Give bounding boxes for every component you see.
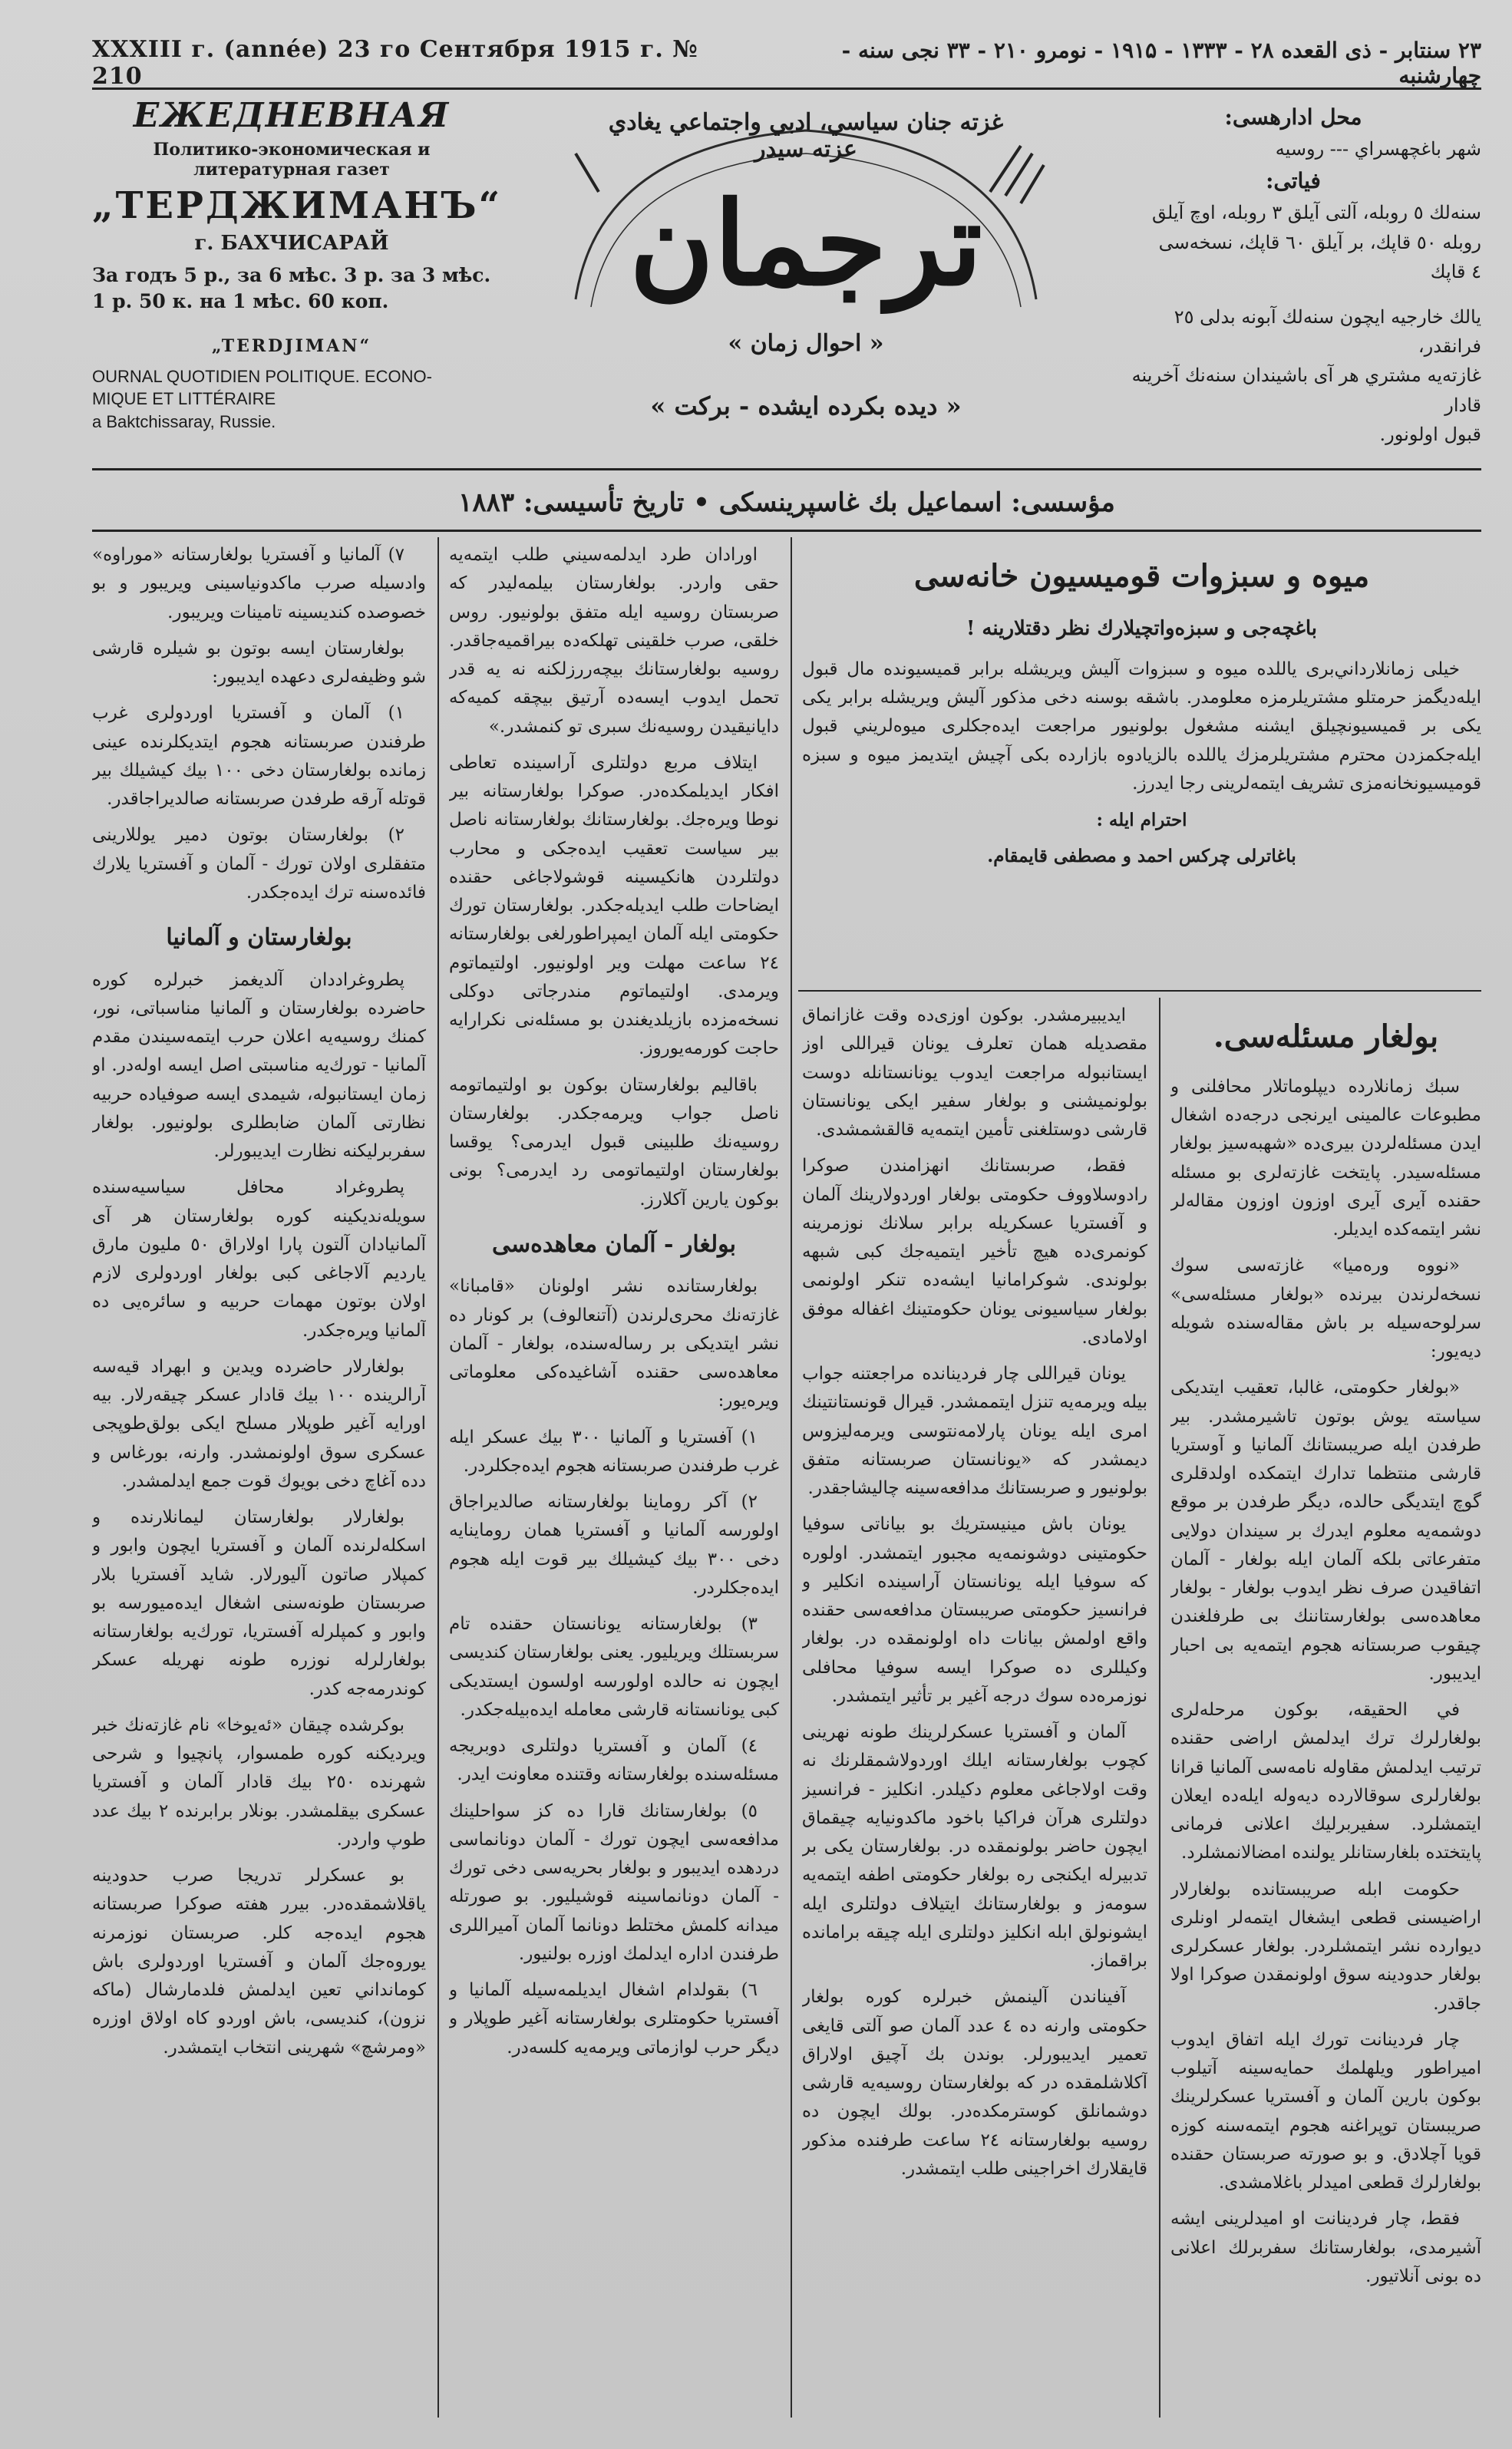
paragraph: في الحقيقه، بوكون مرحله‌لرى بولغارلرك ترك ايدلمش اراضى حقنده ترتيب ايدلمش مقاوله نامه‌سى آلمانيا قرانا بولغارلرى سوقالارده ديه‌وله ايله‌ده ايعلان ايتمشلرد. سفيربرليك اعلانى فرمانى پايتختده بلغارستانلر يولنده امضالانمشلرد. bbox=[1170, 1700, 1481, 1863]
office-address: شهر باغچهسراي --- روسيه bbox=[1275, 138, 1481, 160]
headline-commission: ميوه و سبزوات قوميسيون خانه‌سى bbox=[913, 558, 1370, 594]
column-divider bbox=[1159, 998, 1160, 2418]
section-rule bbox=[798, 990, 1481, 992]
foreign-subscription: يالك خارجيه ايچون سنه‌لك آبونه بدلى ٢٥ فرانقدر، غازته‌يه مشتري هر آى باشيندان سنه‌نك آخرينه قادار قبول اولونور. bbox=[1131, 305, 1481, 446]
paragraph: يونان قيراللى چار فردينانده مراجعتنه جواب بيله ويرمه‌يه تنزل ايتممشدر. قيرال قونستانتينك امرى ايله يونان پارلامه‌نتوسى ويرمه‌ليزوس ديمشدر كه «يونانستان صربستانه متفق بولونيور و صربستانك مدافعه‌سينه چاليشاجقدر. bbox=[802, 1364, 1147, 1498]
paragraph: ايديبيرمشدر. بوكون اوزى‌ده وقت غازانماق مقصديله همان تعلرف يونان قيراللى اوز ايستانبوله مراجعت ايدوب يونانستانله دوست بولونميشنى و بولغار سفير ايكى يونانستان قارشى دوستلغنى تأمين ايتمه‌يه قالقشمشدى. bbox=[802, 1005, 1147, 1140]
office-label: محل ادارهسی: bbox=[1224, 104, 1362, 130]
masthead-logo: ترجمان bbox=[629, 177, 982, 312]
paragraph: آلمان و آفستريا عسكرلرينك طونه نهرينى كچوب بولغارستانه ايلك اوردولاشمقلرنك نه وقت اولاجاغى معلوم دكيلدر. انكليز - فرانسيز دولتلرى هرآن فراكيا باخود ماكدونيايه چيقماق ايچون حاضر بولونمقده در. بولغارستان يكى بر تدبيرله ايكنجى ره بولغار حكومتى اطفه ايتمه‌يه سومه‌ز و بولغارستانك ايتيلاف دولتلرى ايله ايشونولق ابله انكليز دولتلرى ايله چيقه برامانده براقماز. bbox=[802, 1722, 1147, 1971]
paragraph: يونان باش مينيستريك بو بياناتى سوفيا حكومتينى دوشونمه‌يه مجبور ايتمشدر. اولوره كه سوفيا ايله يونانستان آراسينده انكلير و فرانسيز حكومتى صريبستان مدافعه‌سى حقنده واقع اولمش بيانات داه اولونمقده در. بولغار وكيللرى ده صوكرا ايسه سوفيا محافلى نوزمره‌ده سوك درجه آغير بر تأثير ايتمشدر. bbox=[802, 1514, 1147, 1706]
headline-bulgaria-germany: بولغارستان و آلمانيا bbox=[166, 924, 352, 951]
masthead-french: OURNAL QUOTIDIEN POLITIQUE. ECONO- MIQUE ET LITTÉRAIRE a Baktchissaray, Russie. bbox=[92, 366, 432, 431]
paragraph: ٣) بولغارستانه يونانستان حقنده تام سربستلك ويريليور. يعنى بولغارستان كنديسى ايچون نه حالده اولورسه اولسون ايستديكى كبى يونانستانه قارشى معامله ايده‌بيله‌جكدر. bbox=[449, 1614, 779, 1720]
paragraph: خيلى زمانلارداني‌برى ياللده ميوه و سبزوات آليش ويريشله برابر قميسيونده مال قبول ايله‌ديگمز حرمتلو مشتريلرمزه معلومدر. باشقه بوسنه دخى مذكور آليش ويريشله برابر يكى يكى بر قميسيونچيلق ايشنه مشغول بولونيور مراجعت ايده‌جكلرى ميوه‌لريني قبول ايله‌جكمزدن محترم مشتريلرمزك ياللده بالزيادوه بازارده بكى آچيش ايتديمز ميوه و سبزه قوميسيونخانه‌مزى تشريف ايتمه‌لرينى رجا ايدرز. bbox=[802, 658, 1481, 794]
paragraph: پطروغراد محافل سياسيه‌سنده سويله‌نديكينه كوره بولغارستان هر آى آلمانيادان آلتون پارا اولاراق ٥٠ مليون مارق يارديم آلاجاغى كبى بولغار اوردولرى لازم اولان بوتون مهمات حربيه و سائره‌يى ده آلمانيا ويره‌جكدر. bbox=[92, 1177, 426, 1341]
masthead-left bbox=[92, 96, 503, 434]
paragraph: بو عسكرلر تدريجا صرب حدودينه ياقلاشمقده‌در. بيرر هفته صوكرا صربستانه هجوم ايده‌جه كلر. صربستان نوزمرنه يوروه‌جك آلمان و آفستريا اوردولرى باش كومانداني تعين ايدلمش فلدمارشال (ماكه نزون)، كنديسى، باش اوردو كاه اولاق اوزره «ومرشچ» شهرينى انتخاب ايتمشدر. bbox=[92, 1866, 426, 2058]
masthead-price: За годъ 5 р., за 6 мѣс. 3 р. за 3 мѣс. 1 р. 50 к. на 1 мѣс. 60 коп. bbox=[92, 264, 491, 312]
paragraph: ايتلاف مربع دولتلرى آراسينده تعاطى افكار ايديلمكده‌در. صوكرا بولغارستانه بير نوطا ويره‌جك. بولغارستانك بولغارستانه ناصل بير سياست تعقيب ايده‌جكى و محارب دولتلردن هانكيسينه قوشولاجاغى حقنده ايضاحات طلب ايديله‌جكدر. بولغارستان تورك حكومتى ايله آلمان ايمپراطورلغى بولغارستانه ٢٤ ساعت مهلت وير اولونيور. اولتيماتوم ويرمدى. اولتيماتوم مندرجاتى دوكلى نسخه‌مزده بازيلديغندن بو مسئله‌نى نكرارايه حاجت كورمه‌يوروز. bbox=[449, 752, 779, 1059]
paragraph: ١) آفستريا و آلمانيا ٣٠٠ بيك عسكر ايله غرب طرفندن صربستانه هجوم ايده‌جكلردر. bbox=[449, 1427, 779, 1476]
article-commission-house bbox=[802, 541, 1481, 971]
subhead-commission: باغچه‌جى و سبزه‌واتچيلارك نظر دقتلارينه ! bbox=[966, 616, 1318, 640]
masthead-center bbox=[530, 100, 1082, 460]
paragraph: «نووه وره‌ميا» غازته‌سى سوك نسخه‌لرندن بيرنده «بولغار مسئله‌سى» سرلوحه‌سيله بر باش مقاله‌سنده شويله ديه‌يور: bbox=[1170, 1256, 1481, 1362]
headline-bulgarian-question: بولغار مسئله‌سى. bbox=[1213, 1018, 1439, 1055]
masthead-rule-top bbox=[92, 468, 1481, 470]
masthead-banner: غزته جنان سياسي، ادبي واجتماعي يغادي عزته سيدر bbox=[608, 109, 1004, 163]
dateline-russian: XXXIII г. (année) 23 го Сентября 1915 г. № 210 bbox=[92, 36, 698, 90]
paragraph: ٢) آكر روماينا بولغارستانه صالديراجاق اولورسه آلمانيا و آفستريا همان روماينا‌يه دخى ٣٠٠ بيك كيشيلك بير قوت ايله هجوم ايده‌جكلردر. bbox=[449, 1492, 779, 1598]
paragraph: پطروغراددان آلديغمز خبرلره كوره حاضرده بولغارستان و آلمانيا مناسباتى، نور، كمنك روسيه‌يه اعلان حرب ايتمه‌سيندن مقدم آلمانيا - تورك‌يه مناسبتى اصل ايسه اوله‌در. او زمان ايستانبوله، شيمدى ايسه صوفياده حربيه نظارتى آلمان ضابطلرى بولونيور. بولغار سفربرليكنه نظارت ايديبورلر. bbox=[92, 969, 426, 1162]
paragraph: ٢) بولغارستان بوتون دمير يوللارينى متفقلرى اولان تورك - آلمان و آفستريا يلارك فائده‌سنه ترك ايده‌جكدر. bbox=[92, 825, 426, 903]
article-bulgarian-question bbox=[1170, 1002, 1481, 2414]
paragraph: آفيناندن آلينمش خبرلره كوره بولغار حكومتى وارنه ده ٤ عدد آلمان صو آلتى قايغى تعمير ايديبورلر. بوندن بك آچيق اولاراق آكلاشلمقده در كه بولغارستان روسيه‌يه قارشى دوشمانلق كوسترمكده‌در. بولك ايچون ده روسيه بولغارستانه ٢٤ ساعت طرفنده مذكور قايقلارك اخراجينى طلب ايتمشدر. bbox=[802, 1987, 1147, 2179]
paragraph: ٦) بقولدام اشغال ايديلمه‌سيله آلمانيا و آفستريا حكومتلرى بولغارستانه آغير طوپلار و ديگر حرب لوازماتى ويرمه‌يه كلسه‌در. bbox=[449, 1980, 779, 2058]
paragraph: بولغارلار حاضرده ويدين و ابهراد قيه‌سه آرالرينده ١٠٠ بيك قادار عسكر چيقه‌رلار. بيه اورايه آغير طوپلار مسلح ايكى بولق‌طوپجى عسكرى سوق اولونمشدر. وارنه، بورغاس و دده آغاچ دخى بويوك قوت جمع ايدلمشدر. bbox=[92, 1356, 426, 1491]
price-text: سنه‌لك ٥ روبله، آلتى آيلق ٣ روبله، اوچ آيلق روبله ٥٠ قاپك، بر آيلق ٦٠ قاپك، نسخه‌سى ٤ قاپك bbox=[1151, 202, 1481, 283]
masthead-latin-name: „TERDJIMAN“ bbox=[211, 335, 372, 356]
paragraph: سبك زمانلارده ديپلوماتلار محافلنى و مطبوعات عالمينى ايرنجى درجه‌ده اشغال ايدن مسئله‌لردن بيرى‌ده «شهبه‌سيز بولغار مسئله‌سيدر. پايتخت غازته‌لرى بو مسئله حقنده آيرى آيرى اوزون اوزون مقاله‌لر نشر ايتمه‌كده ايديلر. bbox=[1170, 1076, 1481, 1240]
masthead-paper-name: „ТЕРДЖИМАНЪ“ bbox=[92, 184, 503, 227]
founder-line: مؤسسى: اسماعيل بك غاسپرينسكى • تاريخ تأسيسى: ١٨٨٣ bbox=[458, 487, 1115, 518]
headline-treaty: بولغار - آلمان معاهده‌سى bbox=[492, 1230, 736, 1258]
column-divider bbox=[791, 537, 792, 2418]
price-label: فياتى: bbox=[1266, 168, 1321, 194]
masthead-motto: « ديده بكرده ايشده - بركت » bbox=[650, 391, 962, 421]
paragraph: بولغارستان ايسه بوتون بو شيلره قارشى شو وظيفه‌لرى دعهده ايديبور: bbox=[92, 638, 426, 687]
masthead-subtitle: Политико-экономическая и литературная газет bbox=[153, 140, 431, 180]
paragraph: فقط، چار فردينانت او اميدلرينى ايشه آشيرمدى، بولغارستانك سفربرلك اعلانى ده بونى آنلاتيور. bbox=[1170, 2209, 1481, 2286]
signature: باغاترلى چركس احمد و مصطفى قايمقام. bbox=[987, 846, 1296, 867]
paragraph: باقاليم بولغارستان بوكون بو اولتيماتومه ناصل جواب ويرمه‌جكدر. بولغارستان روسيه‌نك طلبينى قبول ايدرمى؟ يوقسا بولغارستان اولتيماتومى رد ايدرمى؟ بونى بوكون يارين آكلارز. bbox=[449, 1074, 779, 1210]
article-bulgaria-germany bbox=[92, 541, 426, 2414]
dateline-ottoman: ۲۳ سنتابر - ذی القعده ۲۸ - ۱۳۳۳ - ۱۹۱۵ - نومرو ۲۱۰ - ۳۳ نجی سنه - چهارشنبه bbox=[841, 38, 1481, 88]
masthead-rule-bottom bbox=[92, 530, 1481, 532]
masthead-title: ЕЖЕДНЕВНАЯ bbox=[133, 96, 451, 135]
paragraph: فقط، صربستانك انهزامندن صوكرا رادوسلاووف حكومتى بولغار اوردولارينك آلمان و آفستريا عسكريله برابر سلانك نوزمرينه كونمرى‌ده هيچ تأخير ايتميه‌جك كبى شبهه بولوندى. شوكرامانيا ايشه‌ده تنكر اولونمى بولغار سياسيونى يونان حكومتينك اغفاله موفق اولامادى. bbox=[802, 1156, 1147, 1348]
dateline bbox=[92, 36, 1481, 90]
paragraph: اورادان طرد ايدلمه‌سيني طلب ايتمه‌يه حقى واردر. بولغارستان بيلمه‌ليدر كه صربستان روسيه ايله متفق بولونيور. روس خلقى، صرب خلقينى تهلكه‌ده بيراقميه‌جاقدر. روسيه بولغارستانك بيچه‌ررزلكنه نه يه قدر تحمل ايدوب ايسه‌ده آرتيق بيچقه كميه‌كه دايانيقيدن روسيه‌نك سبرى تو كنمشدر.» bbox=[449, 545, 779, 737]
paragraph: چار فردينانت تورك ايله اتفاق ايدوب اميراطور ويلهلمك حمايه‌سينه آتيلوب بوكون بارين آلمان و آفستريا عسكرلرينك صريبستان توپراغنه هجوم ايتمه‌سنه كوزه قويا آچلادق. و بو صورته صربستان حقنده بولغارلرك قطعى اميدلر باغلامشدى. bbox=[1170, 2029, 1481, 2193]
paragraph: حكومت ابله صريبستانده بولغارلار اراضيسنى قطعى ايشغال ايتمه‌لر اونلرى ديوارده نشر ايتمشلردر. بولغار عسكرلرى بولغار حدودينه سوق اولونمقدن صوكرا اولا جاقدر. bbox=[1170, 1879, 1481, 2014]
paragraph: ٥) بولغارستانك قارا ده كز سواحلينك مدافعه‌سى ايچون تورك - آلمان دونانماسى دردهده ايديبور و بولغار بحريه‌سى دخى تورك - آلمان دونانماسينه قوشيليور. بو صورتله ميدانه كلمش مختلط دونانما آلمان آميراللرى طرفندن اداره ايدلمك اوزره بولنيور. bbox=[449, 1800, 779, 1964]
masthead-city: г. БАХЧИСАРАЙ bbox=[194, 232, 389, 255]
article-bulgarian-german-treaty bbox=[449, 541, 779, 2414]
paragraph: ١) آلمان و آفستريا اوردولرى غرب طرفندن صربستانه هجوم ايتديكلرنده عينى زمانده بولغارستان دخى ١٠٠ بيك كيشيلك بير قوتله آرقه طرفدن صربستانه صالديراجاقدر. bbox=[92, 703, 426, 809]
paragraph: بولغارستانده نشر اولونان «قامبانا» غازته‌نك محرى‌لرندن (آتنعالوف) بر كونار ده نشر ايتديكى بر رساله‌سنده، بولغار - آلمان معاهده‌سى حقنده آشاغيده‌كى معلوماتى ويره‌يور: bbox=[449, 1276, 779, 1411]
article-bulgarian-question-cont bbox=[802, 1002, 1147, 2414]
dateline-rule bbox=[92, 87, 1481, 90]
paragraph: «بولغار حكومتى، غالبا، تعقيب ايتديكى سياسته يوش بوتون تاشيرمشدر. بير طرفدن ايله صريبستانك آلمانيا و آوستريا قارشى منتظما تدارك ايتمكده اولدقلرى گوچ ايتديگى حالده، ديگر طرفدن بر موقع دوشمه‌يه معلوم ايدرك بر سيندان دولايى متفرعاتى بلكه آلمان ايله بولغار - آلمان اتفاقيدن صرف نظر ايدوب بولغار - بولغار معاهده‌سى بولغارستاننك بى طرفلغندن چيقوب صربستانه هجوم ايتمه‌يه بى احبار ايديبور. bbox=[1170, 1378, 1481, 1684]
masthead-right bbox=[1105, 100, 1481, 450]
column-divider bbox=[437, 537, 439, 2418]
masthead-under-logo: « احوال زمان » bbox=[728, 330, 884, 357]
paragraph: بوكرشده چيقان «ئه‌يوخا» نام غازته‌نك خبر ويرديكنه كوره طمسوار، پانچيوا و شرحى شهرنده ٢٥٠ بيك قادار آلمان و آفستريا عسكرى بيقلمشدر. بونلار برابرنده ٢ بيك عدد طوپ واردر. bbox=[92, 1715, 426, 1850]
paragraph: بولغارلار بولغارستان ليمانلارنده و اسكله‌لرنده آلمان و آفستريا ايچون وابور و كمپلار صاتون آليورلار. شايد آفستريا بلار صربستان طونه‌سنى اشغال ايده‌ميورسه بو وابور و كمپلرله آفستريا، تورك‌يه بولغارستانه بولغارلرله نوزره طونه نهريله عسكر كوندرمه‌جه كدر. bbox=[92, 1507, 426, 1699]
paragraph: ٤) آلمان و آفستريا دولتلرى دوبريجه مسئله‌سنده بولغارستانه وقتنده معاونت ايدر. bbox=[449, 1736, 779, 1785]
paragraph: ٧) آلمانيا و آفستريا بولغارستانه «موراوه» وادسيله صرب ماكدونياسينى ويريبور و بو خصوصده كنديسينه تامينات ويريبور. bbox=[92, 545, 426, 622]
regards: احترام ايله : bbox=[1096, 810, 1187, 831]
